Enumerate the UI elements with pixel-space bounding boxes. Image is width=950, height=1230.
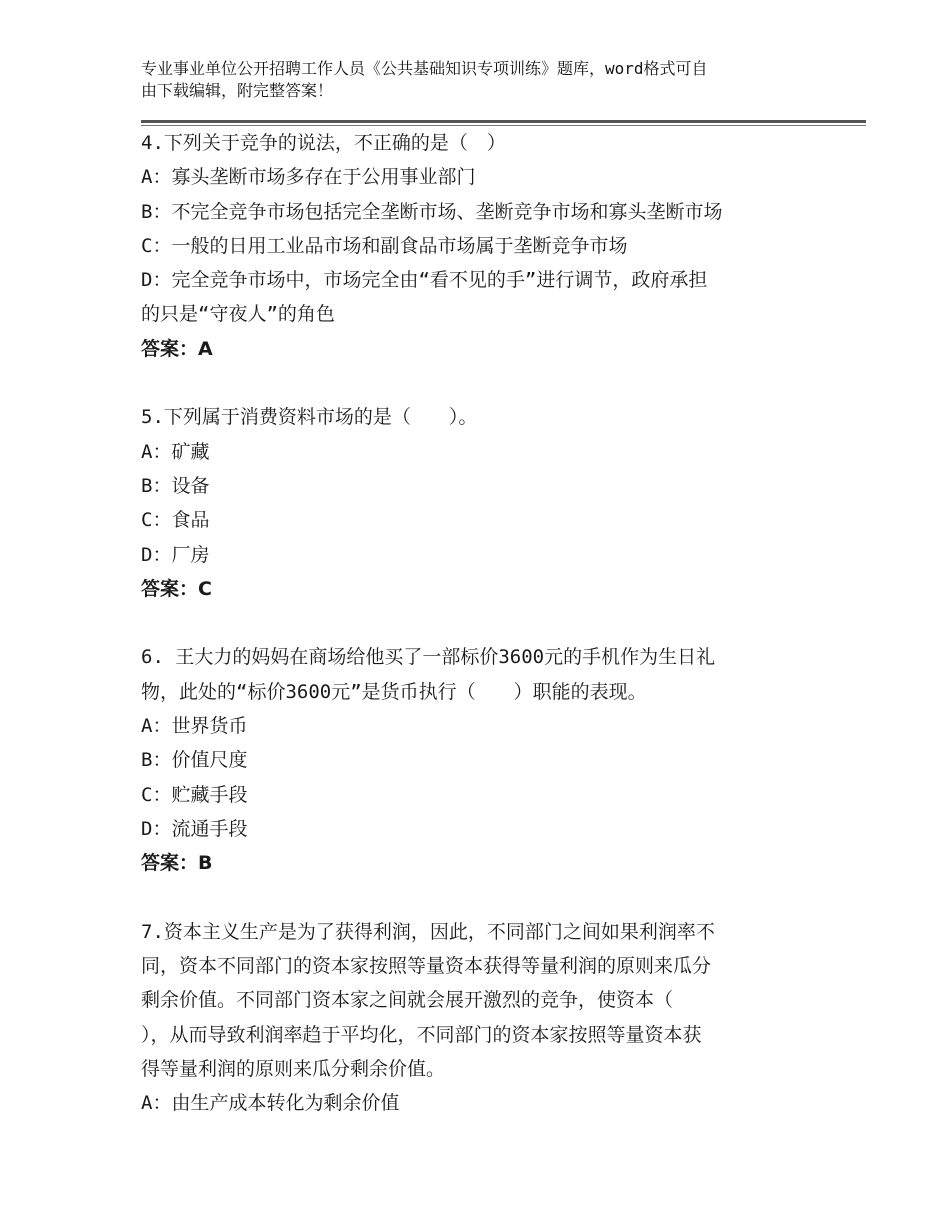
option-d: D：流通手段 <box>141 817 248 840</box>
answer-label: 答案：B <box>141 852 213 875</box>
question-stem: 6. 王大力的妈妈在商场给他买了一部标价3600元的手机作为生日礼 <box>141 646 716 669</box>
option-d: D：完全竞争市场中，市场完全由“看不见的手”进行调节，政府承担 <box>141 269 708 292</box>
answer-label: 答案：C <box>141 577 212 600</box>
spacer <box>141 366 841 400</box>
question-list <box>141 126 841 1121</box>
spacer <box>141 606 841 640</box>
option-a: A：由生产成本转化为剩余价值 <box>141 1092 400 1115</box>
option-b: B：价值尺度 <box>141 749 248 772</box>
question-stem: 5.下列属于消费资料市场的是（ ）。 <box>141 406 478 429</box>
answer-label: 答案：A <box>141 337 213 360</box>
option-d-continued: 的只是“守夜人”的角色 <box>141 303 335 326</box>
question-stem-continued: ），从而导致利润率趋于平均化，不同部门的资本家按照等量资本获 <box>141 1023 702 1046</box>
question-stem-continued: 同，资本不同部门的资本家按照等量资本获得等量利润的原则来瓜分 <box>141 955 712 978</box>
question-6 <box>141 640 841 880</box>
question-stem-continued: 得等量利润的原则来瓜分剩余价值。 <box>141 1058 446 1081</box>
option-a: A：寡头垄断市场多存在于公用事业部门 <box>141 166 476 189</box>
option-a: A：矿藏 <box>141 440 210 463</box>
page-header <box>141 58 821 102</box>
option-d: D：厂房 <box>141 543 210 566</box>
header-rule-thick <box>141 120 866 123</box>
option-b: B：不完全竞争市场包括完全垄断市场、垄断竞争市场和寡头垄断市场 <box>141 200 723 223</box>
option-b: B：设备 <box>141 474 210 497</box>
spacer <box>141 881 841 915</box>
question-stem-continued: 剩余价值。不同部门资本家之间就会展开激烈的竞争，使资本（ <box>141 989 674 1012</box>
option-c: C：贮藏手段 <box>141 783 248 806</box>
question-stem: 7.资本主义生产是为了获得利润，因此，不同部门之间如果利润率不 <box>141 920 715 943</box>
option-a: A：世界货币 <box>141 715 248 738</box>
header-line: 由下载编辑，附完整答案！ <box>141 81 334 100</box>
question-stem: 4.下列关于竞争的说法，不正确的是（ ） <box>141 132 506 154</box>
question-5 <box>141 400 841 606</box>
option-c: C：食品 <box>141 509 210 532</box>
option-c: C：一般的日用工业品市场和副食品市场属于垄断竞争市场 <box>141 234 628 257</box>
question-stem-continued: 物，此处的“标价3600元”是货币执行（ ）职能的表现。 <box>141 680 647 703</box>
question-7 <box>141 915 841 1121</box>
question-4 <box>141 126 841 366</box>
header-line: 专业事业单位公开招聘工作人员《公共基础知识专项训练》题库，word格式可自 <box>141 59 708 78</box>
